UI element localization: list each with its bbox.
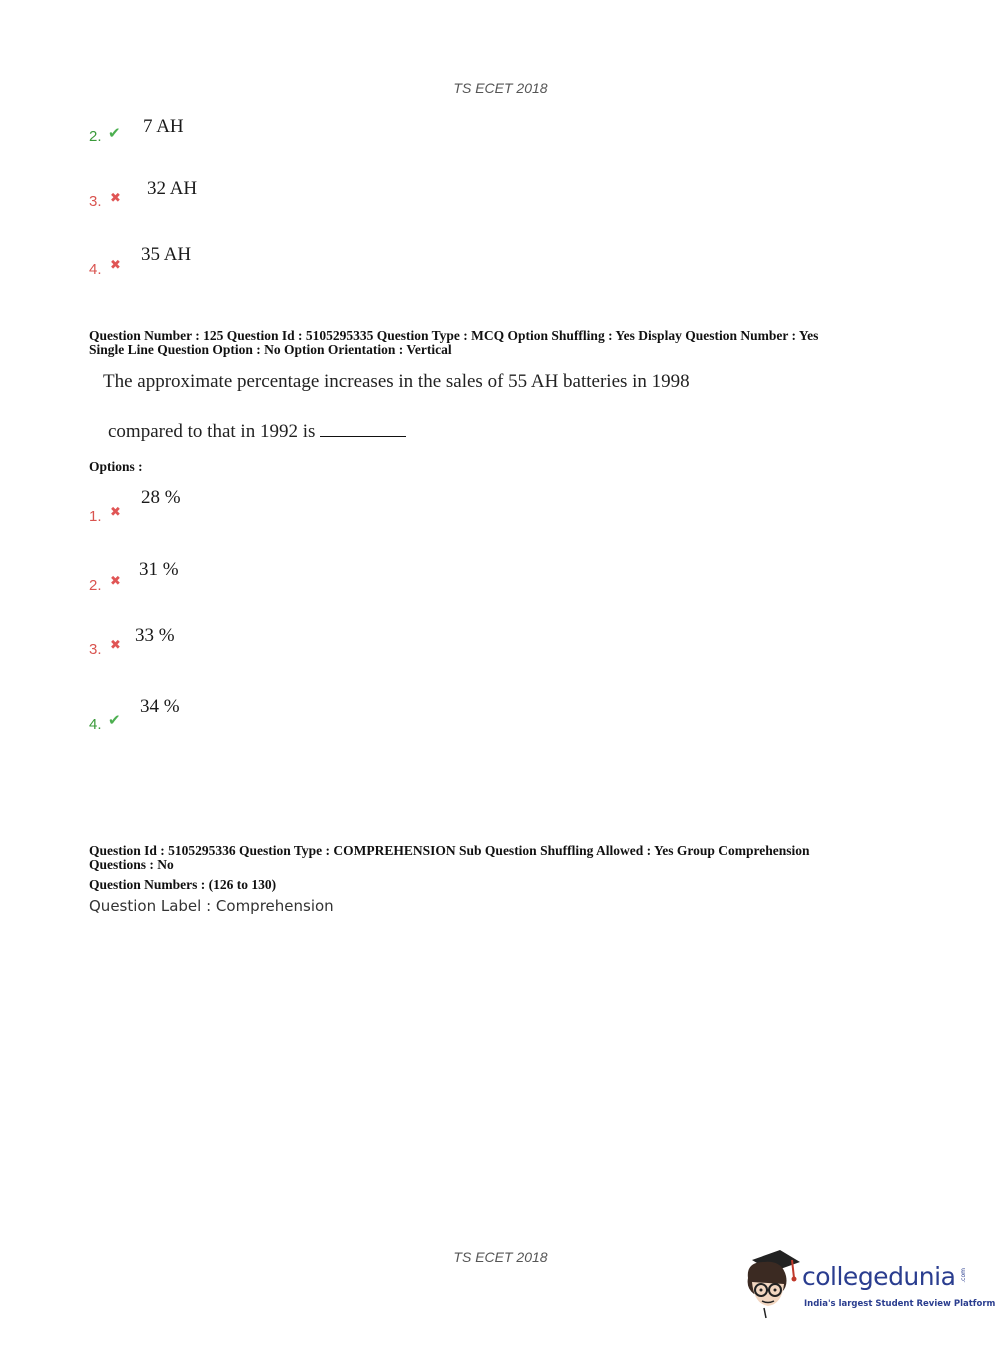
comprehension-meta-line2: Questions : No — [89, 857, 174, 872]
option-text: 35 AH — [141, 244, 192, 265]
comprehension-meta-line1: Question Id : 5105295336 Question Type : COMPREHENSION Sub Question Shuffling Allowed : Yes Group Comprehension — [89, 843, 810, 858]
wrong-cross-icon: ✖ — [110, 258, 121, 273]
option-text: 7 AH — [143, 116, 184, 137]
option-text: 28 % — [141, 487, 181, 508]
option-number: 3. — [89, 193, 102, 210]
logo-com-suffix: .com — [960, 1268, 967, 1283]
question-meta-line1: Question Number : 125 Question Id : 5105295335 Question Type : MCQ Option Shuffling : Yes Display Question Number : Yes — [89, 328, 819, 343]
question-meta-line2: Single Line Question Option : No Option Orientation : Vertical — [89, 342, 452, 357]
option-text: 34 % — [140, 696, 180, 717]
collegedunia-logo — [742, 1248, 996, 1320]
wrong-cross-icon: ✖ — [110, 505, 121, 520]
correct-check-icon: ✔ — [108, 124, 121, 142]
question-label: Question Label : Comprehension — [89, 897, 334, 915]
wrong-cross-icon: ✖ — [110, 574, 121, 589]
option-number: 2. — [89, 128, 102, 145]
question-text-line2 — [108, 420, 406, 443]
option-number: 2. — [89, 577, 102, 594]
question-text-line2-label: compared to that in 1992 is — [108, 421, 316, 442]
option-number: 3. — [89, 641, 102, 658]
option-number: 1. — [89, 508, 102, 525]
option-text: 33 % — [135, 625, 175, 646]
page-header: TS ECET 2018 — [453, 80, 548, 96]
answer-blank — [320, 420, 406, 437]
logo-wordmark: collegedunia — [802, 1262, 956, 1291]
option-number: 4. — [89, 261, 102, 278]
question-text-line1: The approximate percentage increases in the sales of 55 AH batteries in 1998 — [103, 371, 690, 392]
option-text: 32 AH — [147, 178, 198, 199]
student-mascot-icon — [742, 1248, 804, 1320]
option-text: 31 % — [139, 559, 179, 580]
logo-tagline: India's largest Student Review Platform — [804, 1299, 996, 1309]
correct-check-icon: ✔ — [108, 711, 121, 729]
wrong-cross-icon: ✖ — [110, 191, 121, 206]
options-label: Options : — [89, 459, 143, 474]
option-number: 4. — [89, 716, 102, 733]
wrong-cross-icon: ✖ — [110, 638, 121, 653]
page-footer: TS ECET 2018 — [453, 1249, 548, 1265]
question-numbers: Question Numbers : (126 to 130) — [89, 877, 277, 892]
